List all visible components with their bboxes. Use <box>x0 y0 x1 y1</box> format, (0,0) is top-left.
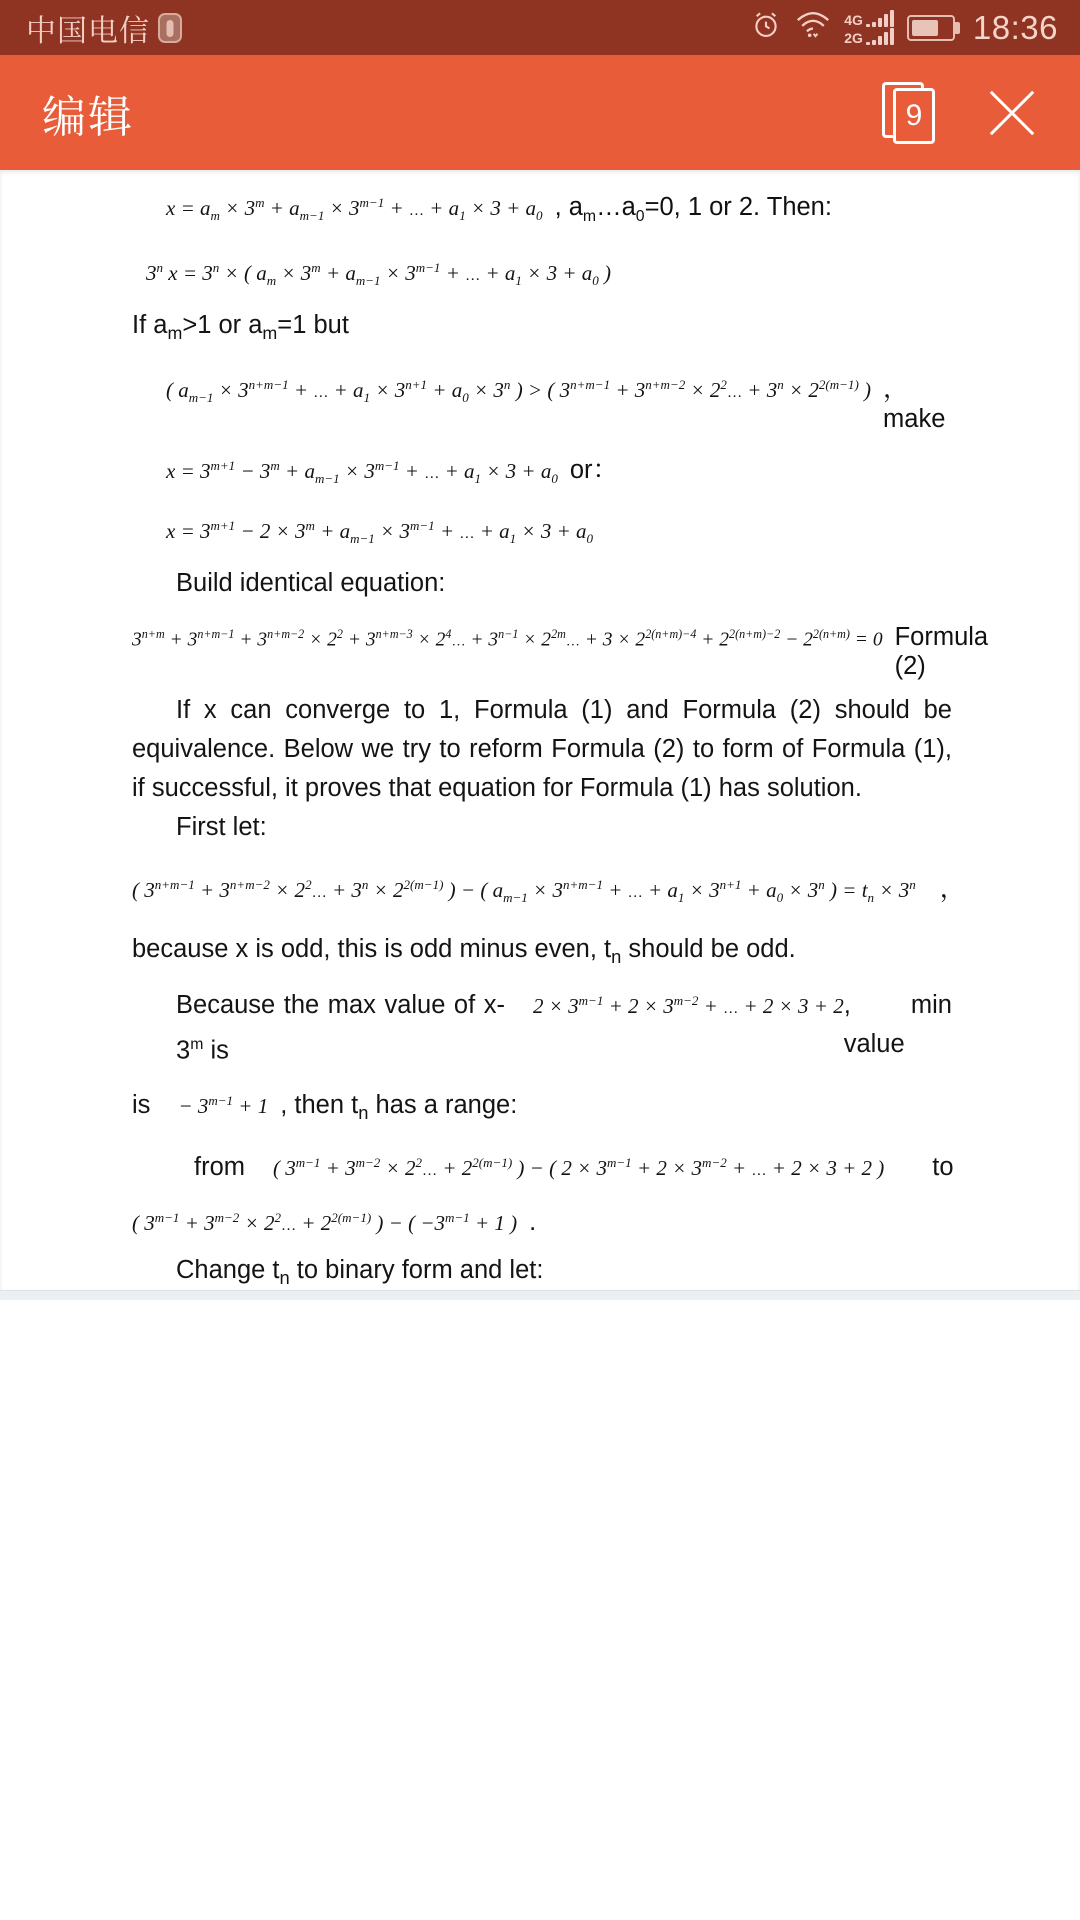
text-from-label: from <box>194 1153 245 1182</box>
equation-max-value: $2 \times 3^{m-1} + 2 \times 3^{m-2}$ + … + 2 × 3 + 2 <box>532 992 844 1018</box>
equation-x-expansion: $x = a_m \times 3^m + a_{m-1} \times 3^{m-1}$ + … + $a_1 \times 3 + a_0$ <box>166 195 543 224</box>
text-line-first-let: First let: <box>176 813 267 842</box>
equation-formula-2: $3^{n+m} + 3^{n+m-1} + 3^{n+m-2} \times 2^2 + 3^{n+m-3}$ × $2^4\dots + 3^{n-1}$ × $2^{2m}\dots + 3 \times 2^{2(n+m)-4} + 2^{2(n+m)-2} - 2^{2(n+m)} = 0$ <box>132 626 883 651</box>
paragraph-range-from-to <box>132 1148 952 1187</box>
signal-bars-2g <box>866 29 894 45</box>
equation-trailing-text-3: ，make <box>883 375 946 434</box>
text-max-value-post: , min value <box>843 990 952 1058</box>
equation-range-from: ( $3^{m-1} + 3^{m-2}$ × $2^2\dots + 2^{2(m-1)}$ ) − ( $2 \times 3^{m-1} + 2 \times 3^{m-2}$ + … + 2 × 3 + 2 ) <box>273 1155 885 1181</box>
equation-x-form-a: $x = 3^{m+1} - 3^m + a_{m-1} \times 3^{m-1}$ + … + $a_1 \times 3 + a_0$ <box>166 458 558 487</box>
document-page <box>0 170 1080 1290</box>
equation-line-2 <box>132 253 952 296</box>
status-bar-right <box>750 9 1058 47</box>
clock-label: 18:36 <box>972 8 1058 46</box>
equation-line-7 <box>132 869 966 913</box>
document-viewer[interactable] <box>0 170 1080 1290</box>
equation-line-5 <box>132 511 952 554</box>
close-icon[interactable] <box>984 85 1040 141</box>
equation-min-value: − $3^{m-1} + 1$ <box>178 1093 269 1119</box>
equation-trailing-period-8: . <box>529 1208 537 1237</box>
page-title: 编辑 <box>42 92 134 142</box>
separator-line <box>0 1290 1080 1300</box>
signal-icon <box>844 11 894 45</box>
paragraph-odd-minus-even: because x is odd, this is odd minus even, $t_n$ should be odd. <box>132 934 796 967</box>
formula-2-label: Formula (2) <box>894 623 989 681</box>
pages-icon[interactable] <box>882 82 938 144</box>
battery-icon <box>907 15 955 41</box>
page-count-badge: 9 <box>893 88 935 144</box>
app-header-bar <box>0 55 1080 170</box>
equation-line-8 <box>132 1203 952 1241</box>
equation-x-form-b: $x = 3^{m+1} - 2 \times 3^m + a_{m-1} \times 3^{m-1}$ + … + $a_1 \times 3 + a_0$ <box>166 517 594 546</box>
network-4g-label: 4G <box>844 11 863 28</box>
paragraph-min-value <box>132 1086 952 1132</box>
equation-trailing-comma-7: ， <box>939 875 966 904</box>
paragraph-converge: If x can converge to 1, Formula (1) and Formula (2) should be equivalence. Below we try to reform Formula (2) to form of Formula (1), if successful, it proves that equation for Formula (1) has solution. <box>132 696 952 803</box>
text-max-value-pre: Because the max value of x-3$^m$ is <box>176 990 505 1065</box>
equation-trailing-text-4: or： <box>569 456 619 485</box>
equation-tn-definition: ( $3^{n+m-1} + 3^{n+m-2}$ × $2^2\dots + 3^n \times 2^{2(m-1)}$ ) − ( $a_{m-1} \times 3^{n+m-1}$ + … + $a_1 \times 3^{n+1} + a_0 \times 3^n$ ) = $t_n \times 3^n$ <box>132 877 916 906</box>
equation-line-4 <box>132 450 952 494</box>
sim-icon <box>158 13 182 43</box>
equation-trailing-text-1: , $a_m\dots a_0=0$, 1 or 2. Then: <box>554 193 832 226</box>
text-line-change-tn: Change $t_n$ to binary form and let: <box>176 1256 544 1289</box>
carrier-label: 中国电信 <box>26 14 150 48</box>
equation-line-3 <box>132 369 952 434</box>
equation-inequality: ( $a_{m-1} \times 3^{n+m-1}$ + … + $a_1 \times 3^{n+1} + a_0 \times 3^n$ ) > ( $3^{n+m-1} + 3^{n+m-2}$ × $2^2\dots + 3^n \times 2^{2(m-1)}$ ) <box>166 377 872 406</box>
text-min-value-pre: is <box>132 1091 151 1120</box>
text-min-value-post: , then $t_n$ has a range: <box>280 1091 518 1124</box>
text-line-if-am: If $a_m>1$ or $a_m=1$ but <box>132 311 349 344</box>
paragraph-max-value <box>132 986 952 1071</box>
app-header-actions <box>882 82 1040 144</box>
alarm-icon <box>750 9 782 46</box>
equation-line-1 <box>132 188 952 231</box>
equation-range-to: ( $3^{m-1} + 3^{m-2}$ × $2^2\dots + 2^{2(m-1)}$ ) − ( $-3^{m-1} + 1$ ) <box>132 1210 518 1236</box>
wifi-icon <box>795 9 831 46</box>
network-2g-label: 2G <box>844 29 863 46</box>
status-bar <box>0 0 1080 55</box>
lower-area <box>0 1290 1080 1920</box>
equation-line-6 <box>132 619 989 682</box>
signal-bars-4g <box>866 11 894 27</box>
text-line-build-identical: Build identical equation: <box>176 568 446 597</box>
text-to-label: to <box>932 1153 954 1182</box>
status-bar-left <box>26 6 182 50</box>
equation-3n-x: 3$^n$ $x = 3^n$ × ( $a_m \times 3^m + a_{m-1} \times 3^{m-1}$ + … + $a_1 \times 3 + a_0$ ) <box>146 260 612 289</box>
